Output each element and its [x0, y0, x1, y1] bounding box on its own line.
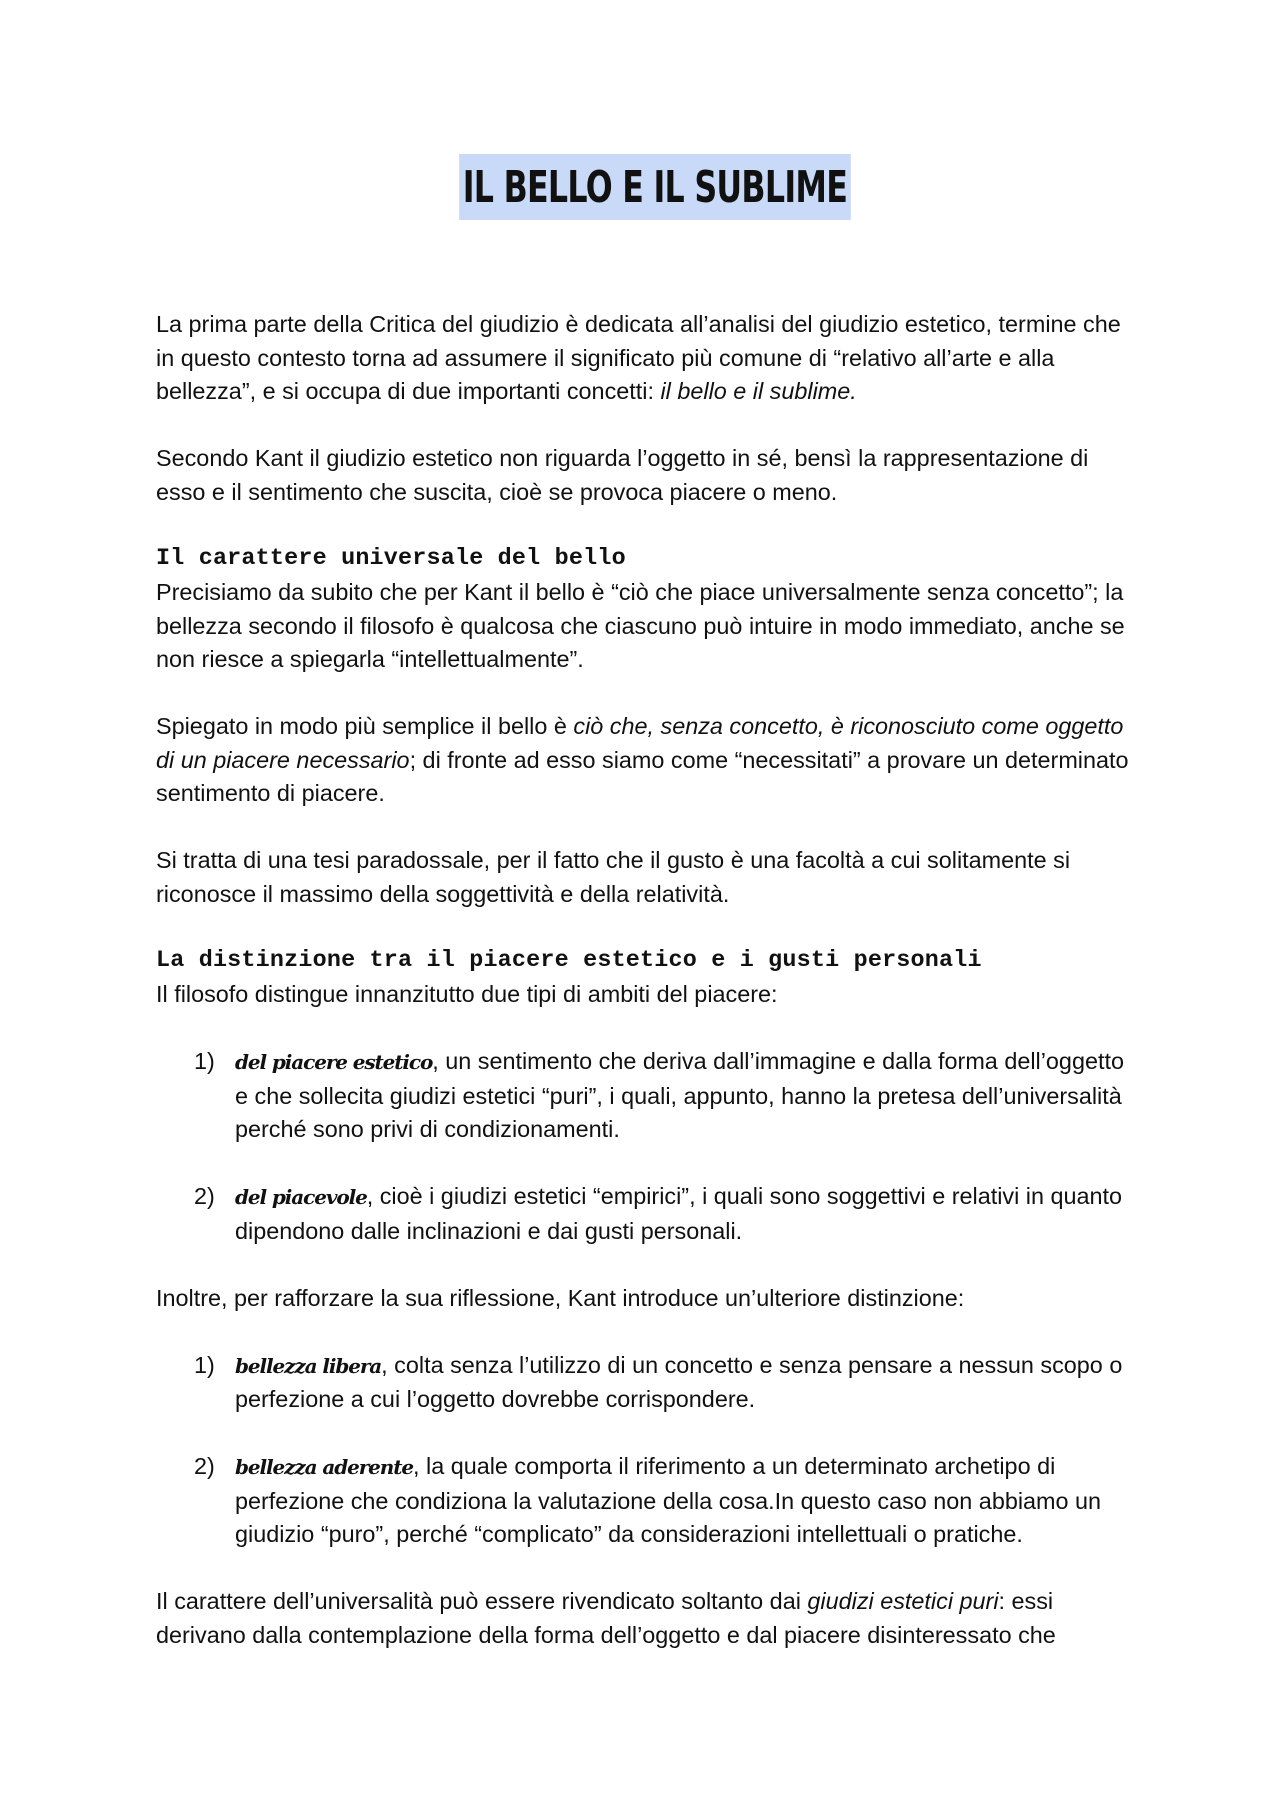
- list-item-term: del piacere estetico: [235, 1050, 433, 1074]
- list-item-number: 2): [194, 1183, 215, 1209]
- title-container: [156, 154, 1136, 220]
- section1-paragraph-1: Precisiamo da subito che per Kant il bello è “ciò che piace universalmente senza concetto”; la bellezza secondo il filosofo è qualcosa che ciascuno può intuire in modo immediato, anche se non riesce a spiegarla “intellettualmente”.: [156, 579, 1125, 672]
- list-item-number: 1): [194, 1351, 215, 1378]
- list-item-number: 2): [194, 1453, 215, 1479]
- section1-paragraph-2-text-b: ; di fronte ad esso siamo come “necessitati” a provare un determinato sentimento di piacere.: [156, 746, 1129, 806]
- list-item-text: , cioè i giudizi estetici “empirici”, i quali sono soggettivi e relativi in quanto dipendono dalle inclinazioni e dai gusti personali.: [235, 1183, 1123, 1244]
- list-item: [156, 1180, 1136, 1248]
- section1-paragraph-3: Si tratta di una tesi paradossale, per il fatto che il gusto è una facoltà a cui solitamente si riconosce il massimo della soggettività e della relatività.: [156, 847, 1071, 907]
- intro-paragraph-2: Secondo Kant il giudizio estetico non riguarda l’oggetto in sé, bensì la rappresentazione di esso e il sentimento che suscita, cioè se provoca piacere o meno.: [156, 445, 1089, 505]
- section1-paragraph-2-text-a: Spiegato in modo più semplice il bello è: [156, 713, 574, 739]
- list-item-text: , la quale comporta il riferimento a un determinato archetipo di perfezione che condiziona la valutazione della cosa.In questo caso non abbiamo un giudizio “puro”, perché “complicato” da considerazioni intellettuali o pratiche.: [235, 1453, 1102, 1547]
- list-item-term: bellezza aderente: [235, 1455, 413, 1479]
- list-item-number: 1): [194, 1048, 215, 1074]
- intro-paragraph-1-italic: il bello e il sublime.: [660, 378, 857, 404]
- section1-paragraph-2-italic: ciò che, senza concetto, è riconosciuto come oggetto di un piacere necessario: [156, 713, 1124, 773]
- section2-intro: Il filosofo distingue innanzitutto due tipi di ambiti del piacere:: [156, 981, 778, 1007]
- document-body: [156, 308, 1136, 1686]
- section-heading-universale: Il carattere universale del bello: [156, 545, 626, 572]
- page-title: IL BELLO E IL SUBLIME: [459, 154, 851, 220]
- list-item-text: , un sentimento che deriva dall’immagine e dalla forma dell’oggetto e che sollecita giudizi estetici “puri”, i quali, appunto, hanno la pretesa dell’universalità perché sono privi di condizionamenti.: [235, 1048, 1124, 1142]
- list-item: [156, 1349, 1136, 1417]
- bellezza-list: [156, 1349, 1136, 1552]
- intro-paragraph-1: [156, 308, 1136, 409]
- piacere-list: [156, 1045, 1136, 1248]
- section1-paragraph-2: [156, 710, 1136, 811]
- list-item: [156, 1450, 1136, 1552]
- intro-paragraph-1-text: La prima parte della Critica del giudizio è dedicata all’analisi del giudizio estetico, termine che in questo contesto torna ad assumere il significato più comune di “relativo all’arte e alla bellezza”, e si occupa di due importanti concetti:: [156, 311, 1121, 404]
- list-item-term: del piacevole: [235, 1185, 367, 1209]
- section2-middle: Inoltre, per rafforzare la sua riflessione, Kant introduce un’ulteriore distinzione:: [156, 1284, 965, 1311]
- list-item-term: bellezza libera: [235, 1353, 382, 1378]
- section2-last-italic: giudizi estetici puri: [807, 1588, 999, 1614]
- list-item-text: , colta senza l’utilizzo di un concetto e senza pensare a nessun scopo o perfezione a cui l’oggetto dovrebbe corrispondere.: [235, 1351, 1123, 1412]
- section2-last-text-b: : essi derivano dalla contemplazione della forma dell’oggetto e dal piacere disinteressato che: [156, 1588, 1056, 1648]
- section2-last-text-a: Il carattere dell’universalità può essere rivendicato soltanto dai: [156, 1588, 808, 1614]
- section2-last-paragraph: [156, 1585, 1136, 1652]
- section-heading-distinzione: La distinzione tra il piacere estetico e i gusti personali: [156, 947, 982, 974]
- list-item: [156, 1045, 1136, 1147]
